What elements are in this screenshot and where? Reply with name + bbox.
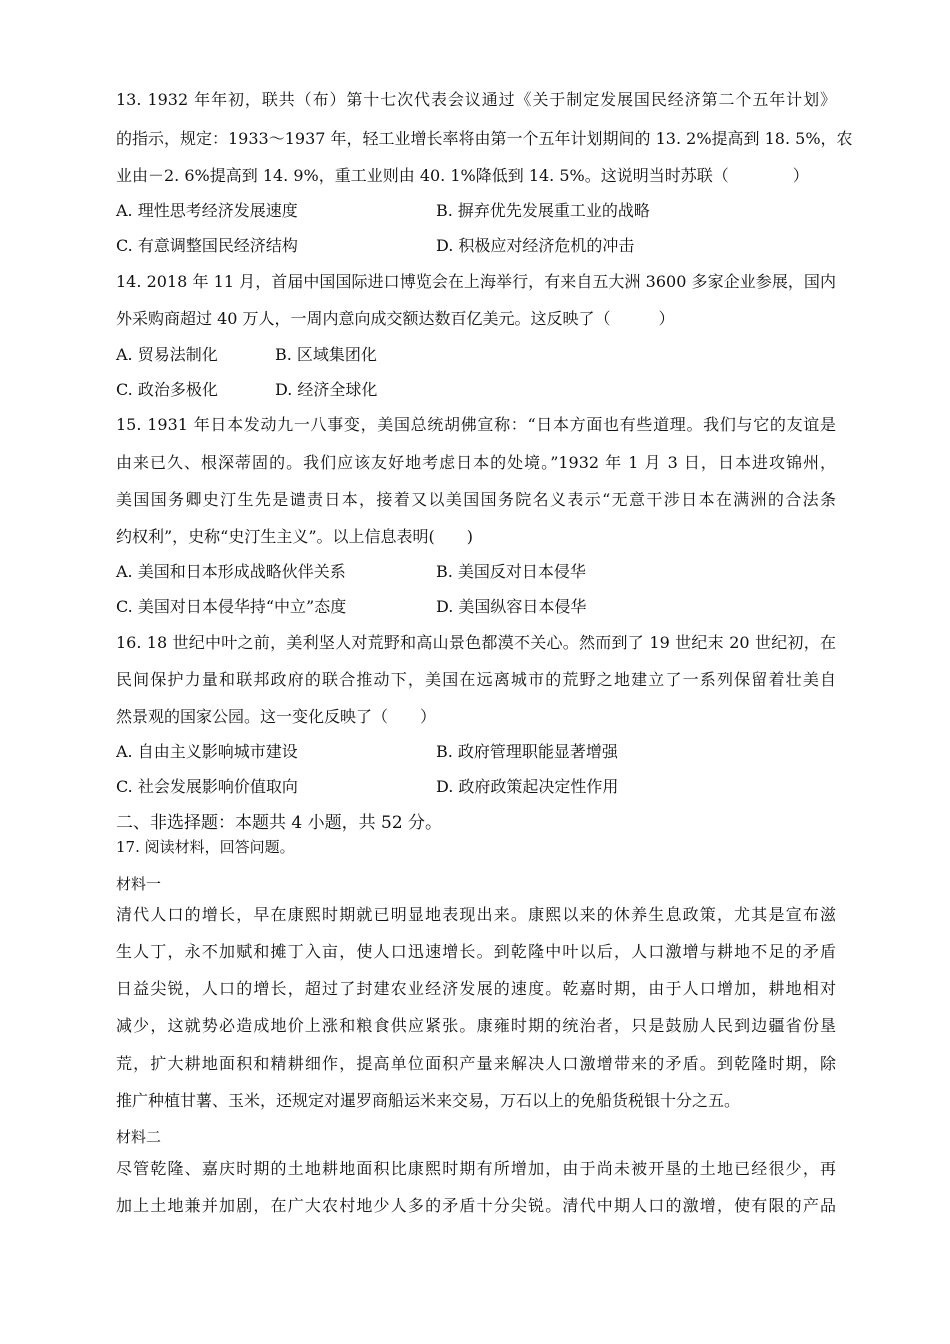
q13-option-d[interactable]: D. 积极应对经济危机的冲击	[436, 236, 635, 255]
q16-line-2: 民间保护力量和联邦政府的联合推动下，美国在远离城市的荒野之地建立了一系列保留着壮美自	[116, 670, 836, 689]
material-1-line-5: 荒，扩大耕地面积和精耕细作，提高单位面积产量来解决人口激增带来的矛盾。到乾隆时期，除	[116, 1054, 836, 1073]
q13-line-1: 13. 1932 年年初，联共（布）第十七次代表会议通过《关于制定发展国民经济第二个五年计划》	[116, 90, 836, 109]
q13-option-b[interactable]: B. 摒弃优先发展重工业的战略	[436, 201, 650, 220]
q15-option-d[interactable]: D. 美国纵容日本侵华	[436, 597, 587, 616]
q13-line-3: 业由－2. 6%提高到 14. 9%，重工业则由 40. 1%降低到 14. 5%。这说明当时苏联（ ）	[116, 166, 809, 185]
q14-option-a[interactable]: A. 贸易法制化	[116, 345, 218, 364]
material-1-line-1: 清代人口的增长，早在康熙时期就已明显地表现出来。康熙以来的休养生息政策，尤其是宣布滋	[116, 905, 836, 924]
q15-line-1: 15. 1931 年日本发动九一八事变，美国总统胡佛宣称：“日本方面也有些道理。我们与它的友谊是	[116, 415, 836, 434]
q13-option-c[interactable]: C. 有意调整国民经济结构	[116, 236, 298, 255]
q14-option-b[interactable]: B. 区域集团化	[275, 345, 377, 364]
section-heading: 二、非选择题：本题共 4 小题，共 52 分。	[116, 813, 443, 833]
material-2-line-1: 尽管乾隆、嘉庆时期的土地耕地面积比康熙时期有所增加，由于尚未被开垦的土地已经很少，再	[116, 1159, 836, 1178]
material-1-line-2: 生人丁，永不加赋和摊丁入亩，使人口迅速增长。到乾隆中叶以后，人口激增与耕地不足的矛盾	[116, 942, 836, 961]
q17-title: 17. 阅读材料，回答问题。	[116, 838, 295, 856]
q16-option-d[interactable]: D. 政府政策起决定性作用	[436, 777, 619, 796]
q15-option-c[interactable]: C. 美国对日本侵华持“中立”态度	[116, 597, 347, 616]
q15-option-a[interactable]: A. 美国和日本形成战略伙伴关系	[116, 562, 346, 581]
q13-line-2: 的指示，规定：1933～1937 年，轻工业增长率将由第一个五年计划期间的 13. 2%提高到 18. 5%，农	[116, 129, 853, 148]
material-1-line-6: 推广种植甘薯、玉米，还规定对暹罗商船运米来交易，万石以上的免船货税银十分之五。	[116, 1091, 741, 1110]
q15-line-2: 由来已久、根深蒂固的。我们应该友好地考虑日本的处境。”1932 年 1 月 3 日，日本进攻锦州，	[116, 453, 836, 472]
q14-line-2: 外采购商超过 40 万人，一周内意向成交额达数百亿美元。这反映了（ ）	[116, 309, 675, 328]
material-1-line-4: 减少，这就势必造成地价上涨和粮食供应紧张。康雍时期的统治者，只是鼓励人民到边疆省份垦	[116, 1016, 836, 1035]
q15-line-4: 约权利”，史称“史汀生主义”。以上信息表明( )	[116, 527, 474, 546]
q14-option-c[interactable]: C. 政治多极化	[116, 380, 218, 399]
q16-option-b[interactable]: B. 政府管理职能显著增强	[436, 742, 618, 761]
material-2-title: 材料二	[116, 1128, 162, 1146]
q16-line-1: 16. 18 世纪中叶之前，美利坚人对荒野和高山景色都漠不关心。然而到了 19 世纪末 20 世纪初，在	[116, 633, 836, 652]
q13-option-a[interactable]: A. 理性思考经济发展速度	[116, 201, 298, 220]
material-1-line-3: 日益尖锐，人口的增长，超过了封建农业经济发展的速度。乾嘉时期，由于人口增加，耕地相对	[116, 979, 836, 998]
q14-line-1: 14. 2018 年 11 月，首届中国国际进口博览会在上海举行，有来自五大洲 3600 多家企业参展，国内	[116, 272, 836, 291]
q15-line-3: 美国国务卿史汀生先是谴责日本，接着又以美国国务院名义表示“无意干涉日本在满洲的合法条	[116, 490, 836, 509]
material-2-line-2: 加上土地兼并加剧，在广大农村地少人多的矛盾十分尖锐。清代中期人口的激增，使有限的产品	[116, 1196, 836, 1215]
q14-option-d[interactable]: D. 经济全球化	[275, 380, 378, 399]
q15-option-b[interactable]: B. 美国反对日本侵华	[436, 562, 586, 581]
q16-option-a[interactable]: A. 自由主义影响城市建设	[116, 742, 298, 761]
material-1-title: 材料一	[116, 875, 162, 893]
q16-option-c[interactable]: C. 社会发展影响价值取向	[116, 777, 298, 796]
q16-line-3: 然景观的国家公园。这一变化反映了（ ）	[116, 707, 437, 726]
